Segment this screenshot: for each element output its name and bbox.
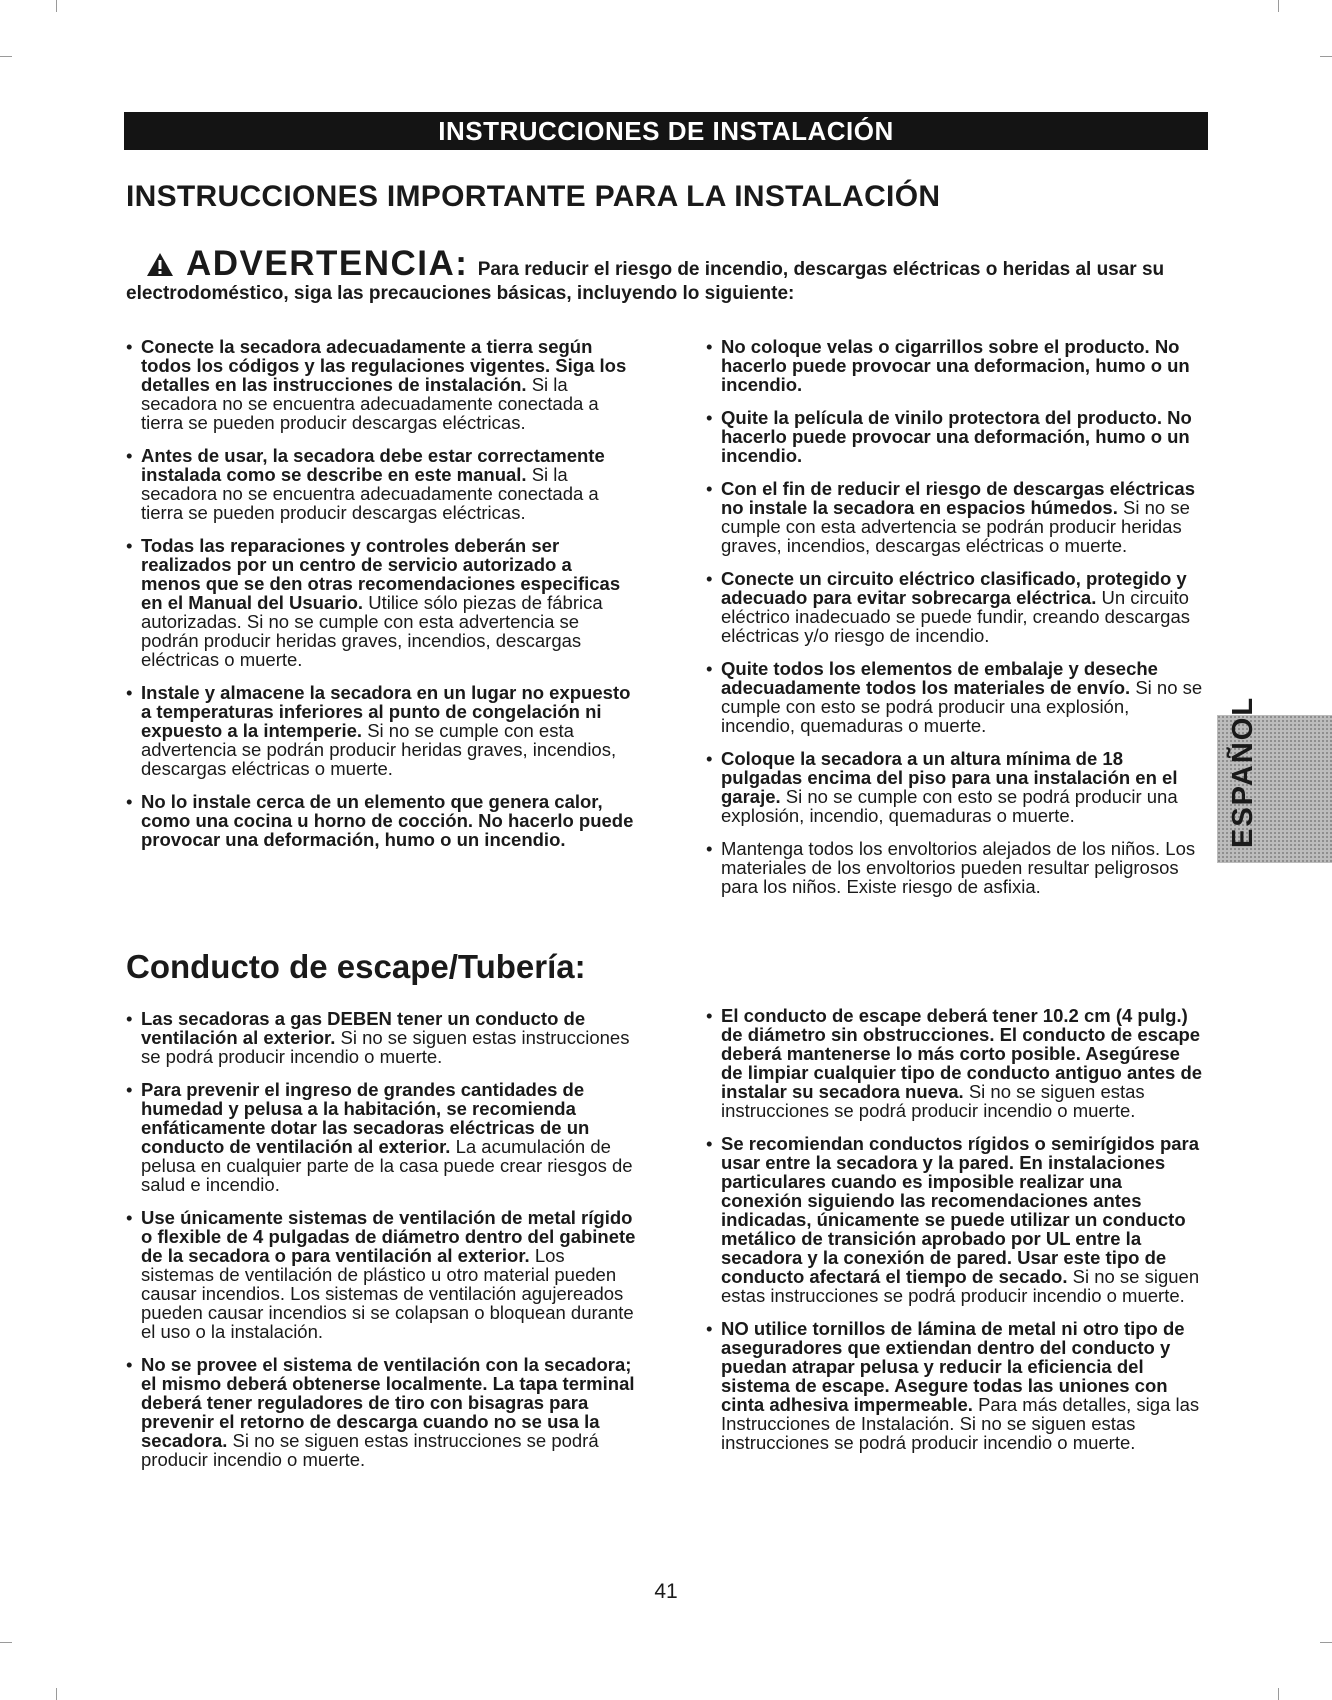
crop-mark: [0, 56, 12, 57]
warning-text-continued: electrodoméstico, siga las precauciones básicas, incluyendo lo siguiente:: [126, 283, 795, 304]
page-title: INSTRUCCIONES IMPORTANTE PARA LA INSTALACIÓN: [126, 180, 941, 213]
vent-list-right: [706, 1006, 1206, 1466]
crop-mark: [56, 1688, 57, 1700]
crop-mark: [0, 1642, 12, 1643]
list-item: • Conecte la secadora adecuadamente a tierra según todos los códigos y las regulaciones vigentes. Siga los detalles en las instrucciones de instalación. Si la secadora no se encuentra adecuadamente conectada a tierra se pueden producir descargas eléctricas.: [126, 336, 627, 433]
list-item: • Quite todos los elementos de embalaje y deseche adecuadamente todos los materiales de envío. Si no se cumple con esto se podrá producir una explosión, incendio, quemaduras o muerte.: [706, 658, 1203, 736]
safety-list-left: [126, 337, 636, 863]
warning-triangle-icon: [146, 252, 174, 277]
crop-mark: [1320, 1642, 1332, 1643]
safety-list-right: [706, 337, 1206, 910]
list-item: • Con el fin de reducir el riesgo de descargas eléctricas no instale la secadora en espacios húmedos. Si no se cumple con esta advertencia se podrán producir heridas graves, incendios, descargas eléctricas o muerte.: [706, 478, 1195, 556]
crop-mark: [1278, 1688, 1279, 1700]
page-number: 41: [654, 1580, 678, 1603]
section-banner: INSTRUCCIONES DE INSTALACIÓN: [124, 112, 1208, 150]
list-item: • Coloque la secadora a un altura mínima de 18 pulgadas encima del piso para una instalación en el garaje. Si no se cumple con esto se podrá producir una explosión, incendio, quemaduras o muerte.: [706, 748, 1178, 826]
vent-list-left: [126, 1009, 636, 1483]
list-item: • Mantenga todos los envoltorios alejados de los niños. Los materiales de los envoltorios pueden resultar peligrosos para los niños. Existe riesgo de asfixia.: [706, 838, 1196, 897]
list-item: • Las secadoras a gas DEBEN tener un conducto de ventilación al exterior. Si no se siguen estas instrucciones se podrá producir incendio o muerte.: [126, 1008, 630, 1067]
list-item: • NO utilice tornillos de lámina de metal ni otro tipo de aseguradores que extiendan dentro del conducto y puedan atrapar pelusa y reducir la eficiencia del sistema de escape. Asegure todas las uniones con cinta adhesiva impermeable. Para más detalles, siga las Instrucciones de Instalación. Si no se siguen estas instrucciones se podrá producir incendio o muerte.: [706, 1318, 1200, 1453]
list-item: • No coloque velas o cigarrillos sobre el producto. No hacerlo puede provocar una deformacion, humo o un incendio.: [706, 336, 1190, 395]
list-item: • Para prevenir el ingreso de grandes cantidades de humedad y pelusa a la habitación, se recomienda enfáticamente dotar las secadoras eléctricas de un conducto de ventilación al exterior. La acumulación de pelusa en cualquier parte de la casa puede crear riesgos de salud e incendio.: [126, 1079, 633, 1195]
warning-label: ADVERTENCIA:: [186, 244, 469, 283]
crop-mark: [56, 0, 57, 12]
list-item: • Instale y almacene la secadora en un lugar no expuesto a temperaturas inferiores al punto de congelación ni expuesto a la intemperie. Si no se cumple con esta advertencia se podrán producir heridas graves, incendios, descargas eléctricas o muerte.: [126, 682, 631, 779]
list-item: • Antes de usar, la secadora debe estar correctamente instalada como se describe en este manual. Si la secadora no se encuentra adecuadamente conectada a tierra se pueden producir descargas eléctricas.: [126, 445, 605, 523]
list-item: • Use únicamente sistemas de ventilación de metal rígido o flexible de 4 pulgadas de diámetro dentro del gabinete de la secadora o para ventilación al exterior. Los sistemas de ventilación de plástico u otro material pueden causar incendios. Los sistemas de ventilación agujereados pueden causar incendios si se colapsan o bloquean durante el uso o la instalación.: [126, 1207, 636, 1342]
language-tab-label: ESPAÑOL: [1227, 695, 1259, 848]
list-item: • El conducto de escape deberá tener 10.2 cm (4 pulg.) de diámetro sin obstrucciones. El conducto de escape deberá mantenerse lo más corto posible. Asegúrese de limpiar cualquier tipo de conducto antiguo antes de instalar su secadora nueva. Si no se siguen estas instrucciones se podrá producir incendio o muerte.: [706, 1005, 1203, 1121]
warning-line: [146, 244, 1208, 284]
list-item: • Se recomiendan conductos rígidos o semirígidos para usar entre la secadora y la pared. En instalaciones particulares cuando es imposible realizar una conexión siguiendo las recomendaciones antes indicadas, únicamente se puede utilizar un conducto metálico de transición aprobado por UL entre la secadora y la conexión de pared. Usar este tipo de conducto afectará el tiempo de secado. Si no se siguen estas instrucciones se podrá producir incendio o muerte.: [706, 1133, 1200, 1306]
warning-text: Para reducir el riesgo de incendio, descargas eléctricas o heridas al usar su: [477, 259, 1165, 280]
list-item: • Conecte un circuito eléctrico clasificado, protegido y adecuado para evitar sobrecarga eléctrica. Un circuito eléctrico inadecuado se puede fundir, creando descargas eléctricas y/o riesgo de incendio.: [706, 568, 1190, 646]
crop-mark: [1320, 56, 1332, 57]
list-item: • No lo instale cerca de un elemento que genera calor, como una cocina u horno de cocción. No hacerlo puede provocar una deformación, humo o un incendio.: [126, 791, 634, 850]
list-item: • Todas las reparaciones y controles deberán ser realizados por un centro de servicio autorizado a menos que se den otras recomendaciones especificas en el Manual del Usuario. Utilice sólo piezas de fábrica autorizadas. Si no se cumple con esta advertencia se podrán producir heridas graves, incendios, descargas eléctricas o muerte.: [126, 535, 621, 670]
crop-mark: [1278, 0, 1279, 12]
list-item: • Quite la película de vinilo protectora del producto. No hacerlo puede provocar una deformación, humo o un incendio.: [706, 407, 1192, 466]
section-title: Conducto de escape/Tubería:: [126, 948, 586, 985]
list-item: • No se provee el sistema de ventilación con la secadora; el mismo deberá obtenerse localmente. La tapa terminal deberá tener reguladores de tiro con bisagras para prevenir el retorno de descarga cuando no se usa la secadora. Si no se siguen estas instrucciones se podrá producir incendio o muerte.: [126, 1354, 635, 1470]
